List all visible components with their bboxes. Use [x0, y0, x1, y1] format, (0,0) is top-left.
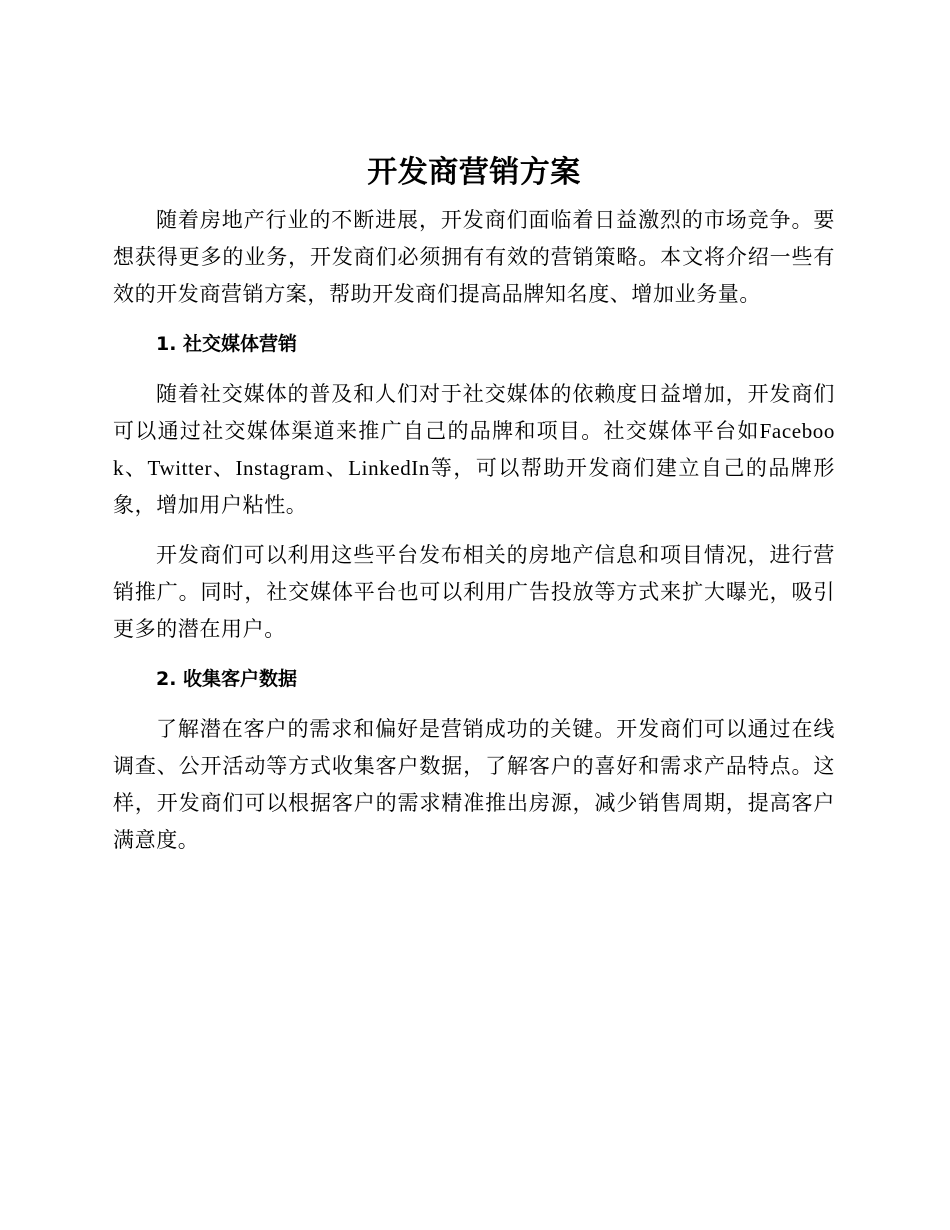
section-heading-social-media: 1. 社交媒体营销 — [156, 333, 298, 355]
section-paragraph: 了解潜在客户的需求和偏好是营销成功的关键。开发商们可以通过在线调查、公开活动等方式收集客户数据，了解客户的喜好和需求产品特点。这样，开发商们可以根据客户的需求精准推出房源，减少销售周期，提高客户满意度。 — [113, 717, 835, 852]
section-paragraph: 随着社交媒体的普及和人们对于社交媒体的依赖度日益增加，开发商们可以通过社交媒体渠道来推广自己的品牌和项目。社交媒体平台如Facebook、Twitter、Instagram、LinkedIn等，可以帮助开发商们建立自己的品牌形象，增加用户粘性。 — [113, 382, 835, 517]
intro-paragraph: 随着房地产行业的不断进展，开发商们面临着日益激烈的市场竞争。要想获得更多的业务，开发商们必须拥有有效的营销策略。本文将介绍一些有效的开发商营销方案，帮助开发商们提高品牌知名度、增加业务量。 — [113, 208, 835, 306]
section-paragraph: 开发商们可以利用这些平台发布相关的房地产信息和项目情况，进行营销推广。同时，社交媒体平台也可以利用广告投放等方式来扩大曝光，吸引更多的潜在用户。 — [113, 543, 835, 641]
section-heading-customer-data: 2. 收集客户数据 — [156, 668, 298, 690]
document-title: 开发商营销方案 — [367, 155, 581, 190]
document-body — [113, 150, 835, 872]
